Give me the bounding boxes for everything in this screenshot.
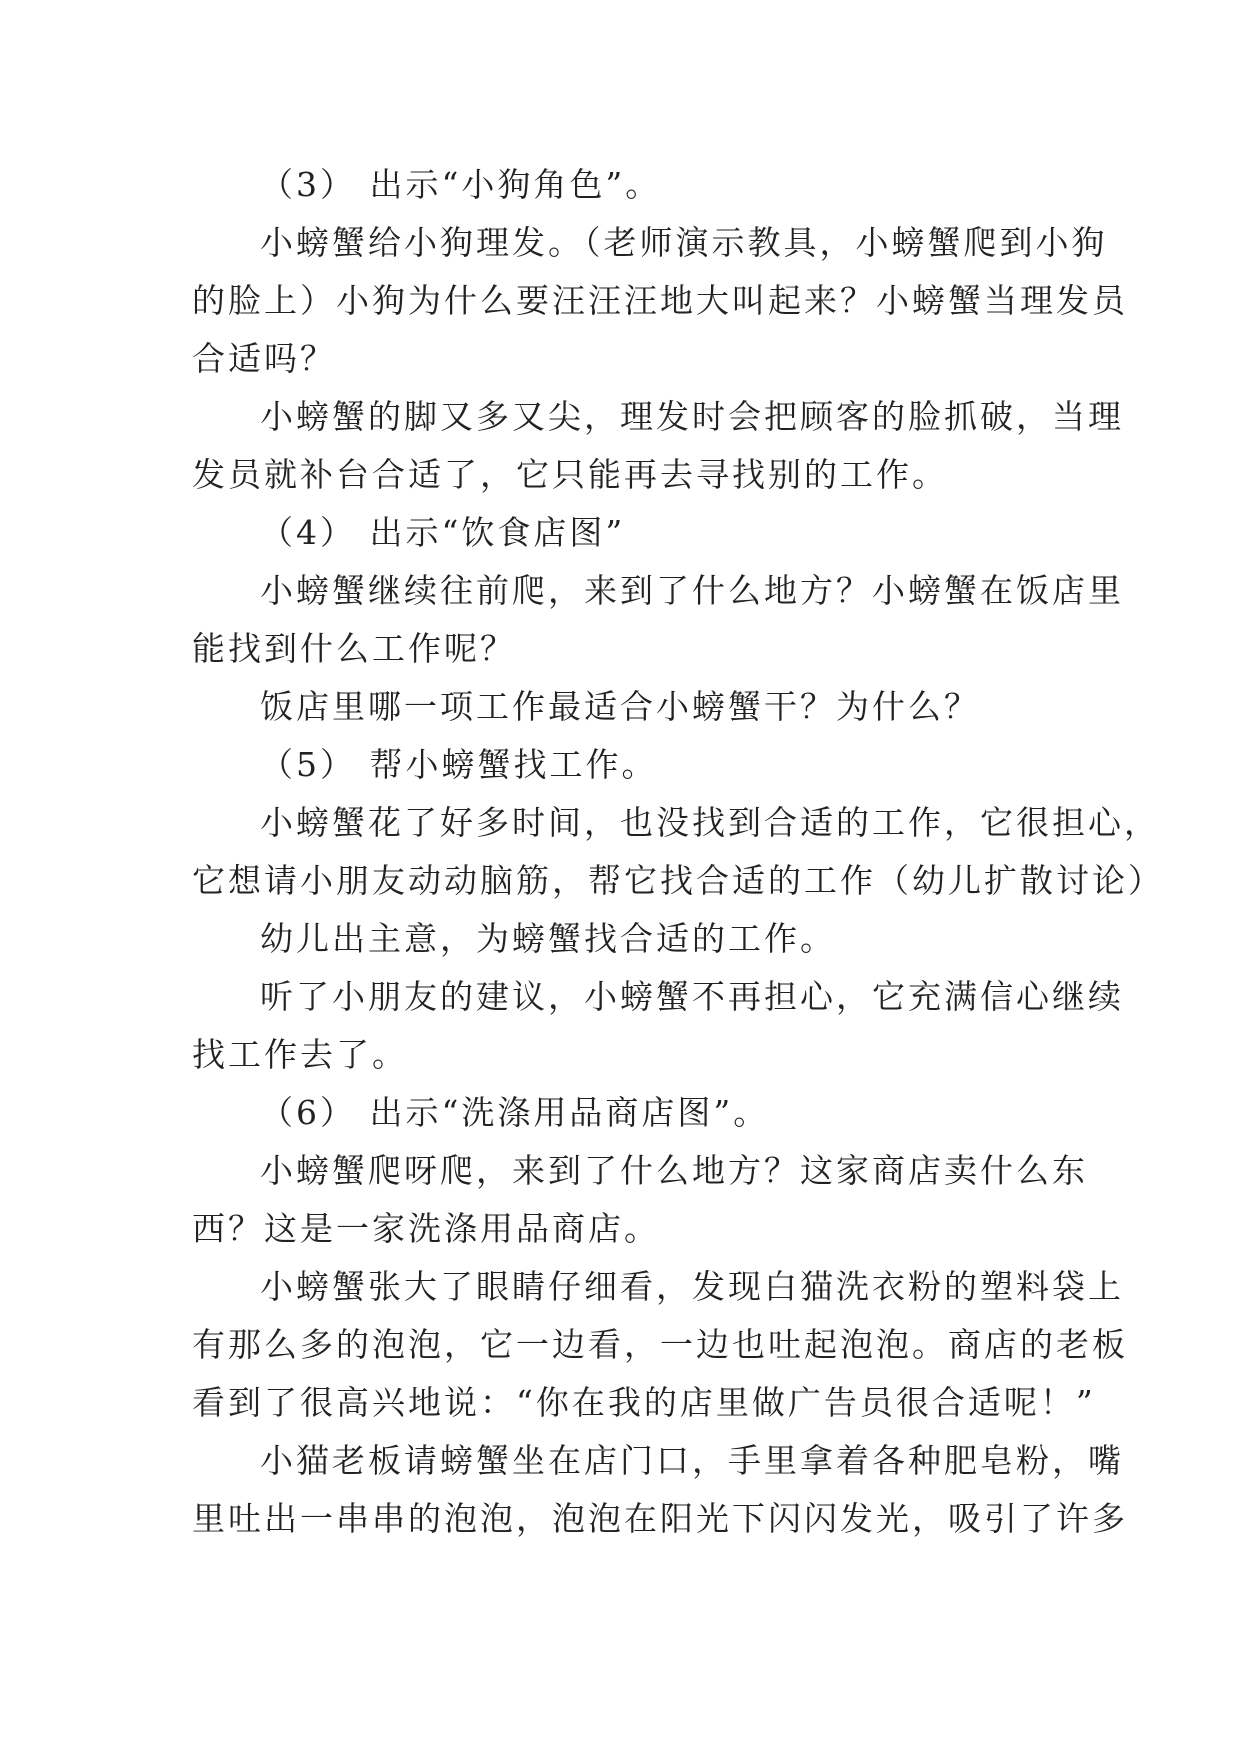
paragraph-line: 发员就补台合适了，它只能再去寻找别的工作。 — [192, 455, 948, 494]
paragraph-line: 有那么多的泡泡，它一边看，一边也吐起泡泡。商店的老板 — [192, 1325, 1128, 1364]
section-heading-3: （3） 出示“小狗角色”。 — [260, 165, 662, 204]
paragraph-line: 西？这是一家洗涤用品商店。 — [192, 1209, 660, 1248]
paragraph-line: 小螃蟹张大了眼睛仔细看，发现白猫洗衣粉的塑料袋上 — [260, 1267, 1124, 1306]
section-heading-4: （4） 出示“饮食店图” — [260, 513, 626, 552]
document-body — [192, 156, 1164, 1548]
paragraph-line: 听了小朋友的建议，小螃蟹不再担心，它充满信心继续 — [260, 977, 1124, 1016]
paragraph-line: 找工作去了。 — [192, 1035, 408, 1074]
paragraph-line: 里吐出一串串的泡泡，泡泡在阳光下闪闪发光，吸引了许多 — [192, 1499, 1128, 1538]
section-heading-5: （5） 帮小螃蟹找工作。 — [260, 745, 658, 784]
paragraph-line: 小螃蟹爬呀爬，来到了什么地方？这家商店卖什么东 — [260, 1151, 1088, 1190]
paragraph-line: 幼儿出主意，为螃蟹找合适的工作。 — [260, 919, 836, 958]
paragraph-line: 小螃蟹花了好多时间，也没找到合适的工作，它很担心， — [260, 803, 1160, 842]
section-heading-6: （6） 出示“洗涤用品商店图”。 — [260, 1093, 770, 1132]
paragraph-line: 能找到什么工作呢？ — [192, 629, 516, 668]
paragraph-line: 小猫老板请螃蟹坐在店门口，手里拿着各种肥皂粉，嘴 — [260, 1441, 1124, 1480]
paragraph-line: 小螃蟹继续往前爬，来到了什么地方？小螃蟹在饭店里 — [260, 571, 1124, 610]
paragraph-line: 饭店里哪一项工作最适合小螃蟹干？为什么？ — [260, 687, 980, 726]
paragraph-line: 看到了很高兴地说：“你在我的店里做广告员很合适呢！” — [192, 1383, 1096, 1422]
paragraph-line: 它想请小朋友动动脑筋，帮它找合适的工作（幼儿扩散讨论） — [192, 861, 1164, 900]
paragraph-line: 小螃蟹给小狗理发。（老师演示教具，小螃蟹爬到小狗 — [260, 223, 1108, 262]
paragraph-line: 的脸上）小狗为什么要汪汪汪地大叫起来？小螃蟹当理发员 — [192, 281, 1128, 320]
paragraph-line: 小螃蟹的脚又多又尖，理发时会把顾客的脸抓破，当理 — [260, 397, 1124, 436]
paragraph-line: 合适吗？ — [192, 339, 336, 378]
